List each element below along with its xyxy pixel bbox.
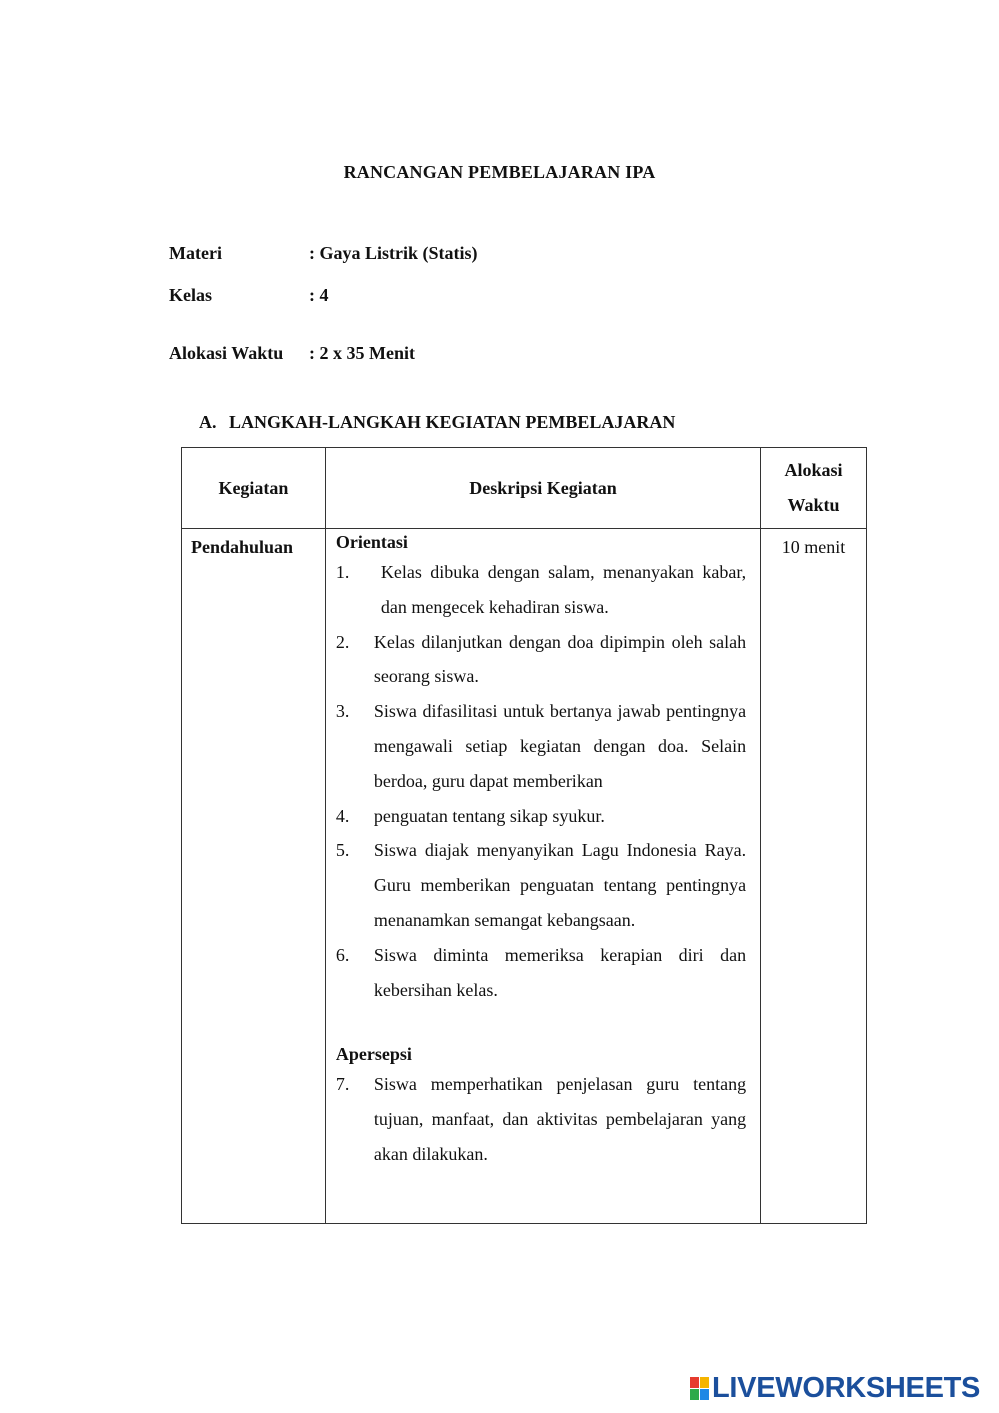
step-number: 3. [335, 701, 350, 722]
step-text: penguatan tentang sikap syukur. [373, 805, 605, 826]
step-item [336, 625, 746, 695]
document-title: RANCANGAN PEMBELAJARAN IPA [343, 162, 656, 182]
step-number: 5. [335, 840, 350, 861]
meta-kelas-value: : 4 [309, 285, 329, 305]
orientasi-list [336, 555, 746, 1007]
table-row [182, 529, 867, 1224]
step-item [336, 1067, 746, 1171]
meta-alokasi-value: : 2 x 35 Menit [309, 343, 415, 363]
cell-kegiatan: Pendahuluan [182, 529, 326, 1224]
header-alokasi-line1: Alokasi [784, 460, 843, 480]
apersepsi-list [336, 1067, 746, 1171]
step-item [336, 833, 746, 937]
activity-table [181, 447, 867, 1224]
header-alokasi [761, 448, 867, 529]
step-text: Siswa diminta memeriksa kerapian diri dan kebersihan kelas. [373, 944, 747, 1000]
subheading-orientasi: Orientasi [335, 532, 408, 552]
liveworksheets-logo-text: LIVEWORKSHEETS [712, 1371, 981, 1404]
meta-materi-value: : Gaya Listrik (Statis) [309, 243, 478, 263]
section-heading [199, 412, 675, 433]
section-letter: A. [199, 412, 217, 432]
meta-kelas [169, 285, 329, 306]
step-item [336, 799, 746, 834]
header-kegiatan: Kegiatan [182, 448, 326, 529]
step-text: Kelas dilanjutkan dengan doa dipimpin oleh salah seorang siswa. [373, 631, 747, 687]
step-item [336, 694, 746, 798]
liveworksheets-logo [690, 1372, 980, 1404]
cell-alokasi: 10 menit [761, 529, 867, 1224]
step-text: Kelas dibuka dengan salam, menanyakan kabar, dan mengecek kehadiran siswa. [380, 562, 747, 617]
step-number: 7. [335, 1074, 350, 1095]
table-header-row [182, 448, 867, 529]
step-number: 4. [335, 805, 350, 826]
meta-kelas-label: Kelas [169, 285, 212, 305]
step-text: Siswa difasilitasi untuk bertanya jawab pentingnya mengawali setiap kegiatan dengan doa. Selain berdoa, guru dapat memberikan [373, 701, 747, 791]
meta-materi-label: Materi [169, 243, 222, 263]
step-item [336, 938, 746, 1008]
step-text: Siswa diajak menyanyikan Lagu Indonesia Raya. Guru memberikan penguatan tentang pentingnya menanamkan semangat kebangsaan. [373, 840, 747, 930]
step-number: 1. [335, 562, 350, 582]
step-item [336, 555, 746, 625]
meta-alokasi-label: Alokasi Waktu [169, 343, 284, 363]
cell-deskripsi [325, 529, 760, 1224]
section-title: LANGKAH-LANGKAH KEGIATAN PEMBELAJARAN [229, 412, 676, 432]
meta-materi [169, 243, 478, 264]
step-text: Siswa memperhatikan penjelasan guru tentang tujuan, manfaat, dan aktivitas pembelajaran yang akan dilakukan. [373, 1074, 747, 1164]
step-number: 2. [335, 631, 350, 652]
meta-alokasi [169, 343, 415, 364]
header-alokasi-line2: Waktu [787, 495, 840, 515]
liveworksheets-logo-icon [690, 1377, 709, 1400]
header-deskripsi: Deskripsi Kegiatan [325, 448, 760, 529]
step-number: 6. [335, 944, 350, 965]
subheading-apersepsi: Apersepsi [335, 1044, 412, 1065]
